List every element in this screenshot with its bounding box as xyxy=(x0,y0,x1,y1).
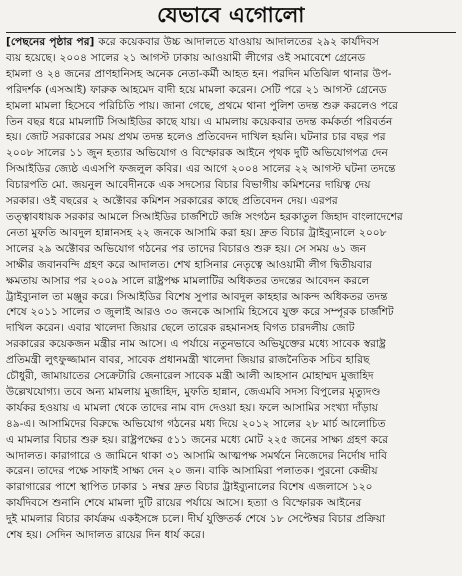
article-line: চৌধুরী, জামায়াতের সেক্রেটারি জেনারেল সাবেক মন্ত্রী আলী আহসান মোহাম্মদ মুজাহিদ xyxy=(6,370,374,383)
article-line: প্রতিমন্ত্রী লুৎফুজ্জামান বাবর, সাবেক প্রধানমন্ত্রী খালেদা জিয়ার রাজনৈতিক সচিব হারিছ xyxy=(6,354,370,367)
article-headline: যেভাবে এগোলো xyxy=(157,3,305,27)
article-line: দুই মামলার বিচার কার্যক্রম একইসঙ্গে চলে। দীর্ঘ যুক্তিতর্ক শেষে ১৮ সেপ্টেম্বর বিচার প্রক্রিয়া xyxy=(6,513,386,526)
article-line: এ মামলার বিচার শুরু হয়। রাষ্ট্রপক্ষের ৫১১ জনের মধ্যে মোট ২২৫ জনের সাক্ষ্য গ্রহণ করে xyxy=(6,433,389,446)
article-line: কার্যদিবসে শুনানি শেষে মামলা দুটি রায়ের পর্যায়ে আসে। হত্যা ও বিস্ফোরক আইনের xyxy=(6,497,362,510)
article-line: সরকারের কয়েকজন মন্ত্রীর নাম আসে। এ পর্যায়ে নতুনভাবে অভিযুক্তের মধ্যে সাবেক স্বরাষ্ট্র xyxy=(6,338,386,351)
article-line: [পেছনের পৃষ্ঠার পর] করে কয়েকবার উচ্চ আদালতে যাওয়ায় আদালতের ২৯২ কার্যদিবস xyxy=(6,36,379,48)
article-line: তত্ত্বাবধায়ক সরকার আমলে সিআইডির চার্জশিটে জঙ্গি সংগঠন হরকাতুল জিহাদ বাংলাদেশের xyxy=(6,210,403,223)
continued-from-label: [পেছনের পৃষ্ঠার পর] xyxy=(6,36,95,48)
article-line: হামলা ও ২৪ জনের প্রাণহানিসহ অনেক নেতা-কর্মী আহত হন। পরদিন মতিঝিল থানার উপ- xyxy=(6,67,392,80)
article-line: ৪৯-এ। আসামিদের বিরুদ্ধে অভিযোগ গঠনের মধ্য দিয়ে ২০১২ সালের ২৮ মার্চ আলোচিত xyxy=(6,417,386,430)
article-line: শেষে ২০১১ সালের ৩ জুলাই আরও ৩০ জনকে আসামি হিসেবে যুক্ত করে সম্পূরক চার্জশিট xyxy=(6,306,394,319)
article-line: ক্ষমতায় আসার পর ২০০৯ সালে রাষ্ট্রপক্ষ মামলাটির অধিকতর তদন্তের আবেদন করলে xyxy=(6,274,370,287)
headline-divider xyxy=(6,32,456,33)
article-line: হয়। জোট সরকারের সময় প্রথম তদন্ত হলেও প্রতিবেদন দাখিল হয়নি। ঘটনার চার বছর পর xyxy=(6,131,386,144)
article-line: সাক্ষীর জবানবন্দি গ্রহণ করে আদালত। শেখ হাসিনার নেতৃত্বে আওয়ামী লীগ দ্বিতীয়বার xyxy=(6,258,372,271)
article-line: সিআইডির জ্যেষ্ঠ এএসপি ফজলুল কবির। এর আগে ২০০৪ সালের ২২ আগস্ট ঘটনা তদন্তে xyxy=(6,163,396,176)
article-line: করেন। তাদের পক্ষে সাফাই সাক্ষ্য দেন ২০ জন। বাকি আসামিরা পলাতক। পুরনো কেন্দ্রীয় xyxy=(6,465,378,478)
article-line: হামলা মামলা হিসেবে পরিচিতি পায়। জানা গেছে, প্রথমে থানা পুলিশ তদন্ত শুরু করলেও পরে xyxy=(6,99,399,112)
article-line: সরকার। ওই বছরের ২ অক্টোবর কমিশন সরকারের কাছে প্রতিবেদন দেয়। এরপর xyxy=(6,195,338,208)
article-body xyxy=(4,35,458,544)
article-line: পরিদর্শক (এসআই) ফারুক আহমেদ বাদী হয়ে মামলা করেন। সেটি পরে ২১ আগস্ট গ্রেনেড xyxy=(6,83,387,96)
article-line: কার্যকর হওয়ায় এ মামলা থেকে তাদের নাম বাদ দেওয়া হয়। ফলে আসামির সংখ্যা দাঁড়ায় xyxy=(6,401,378,414)
article-line: তিন বছর ধরে মামলাটি সিআইডির কাছে যায়। এ মামলায় কয়েকবার তদন্ত কর্মকর্তা পরিবর্তন xyxy=(6,115,393,128)
article-line: ২০০৮ সালের ১১ জুন হত্যার অভিযোগ ও বিস্ফোরক আইনে পৃথক দুটি অভিযোগপত্র দেন xyxy=(6,147,388,160)
article-line: কারাগারের পাশে স্থাপিত ঢাকার ১ নম্বর দ্রুত বিচার ট্রাইব্যুনালের বিশেষ এজলাসে ১২০ xyxy=(6,481,373,494)
article-line: দাখিল করেন। এবার খালেদা জিয়ার ছেলে তারেক রহমানসহ বিগত চারদলীয় জোট xyxy=(6,322,355,335)
article-line: উল্লেখযোগ্য। তবে অন্য মামলায় মুজাহিদ, মুফতি হান্নান, জেএমবি সদস্য বিপুলের মৃত্যুদণ্ড xyxy=(6,385,381,398)
article-line: আদালত। কারাগারে ও জামিনে থাকা ৩১ আসামি আত্মপক্ষ সমর্থনে নিজেদের নির্দোষ দাবি xyxy=(6,449,388,462)
article-line: নেতা মুফতি আবদুল হান্নানসহ ২২ জনকে আসামি করা হয়। দ্রুত বিচার ট্রাইব্যুনালে ২০০৮ xyxy=(6,226,387,239)
article-line: ট্রাইব্যুনাল তা মঞ্জুর করে। সিআইডির বিশেষ সুপার আবদুল কাহহার আকন্দ অধিকতর তদন্ত xyxy=(6,290,388,303)
article-line: শেষ হয়। সেদিন আদালত রায়ের দিন ধার্য করে। xyxy=(6,529,205,542)
article-line: সালের ২৯ অক্টোবর অভিযোগ গঠনের পর তাদের বিচারও শুরু হয়। সে সময় ৬১ জন xyxy=(6,242,367,255)
article-line: বিচারপতি মো. জয়নুল আবেদীনকে এক সদস্যের বিচার বিভাগীয় কমিশনের দায়িত্ব দেয় xyxy=(6,179,371,192)
article-line: ব্যয় হয়েছে। ২০০৪ সালের ২১ আগস্ট ঢাকায় আওয়ামী লীগের ওই সমাবেশে গ্রেনেড xyxy=(6,51,366,64)
